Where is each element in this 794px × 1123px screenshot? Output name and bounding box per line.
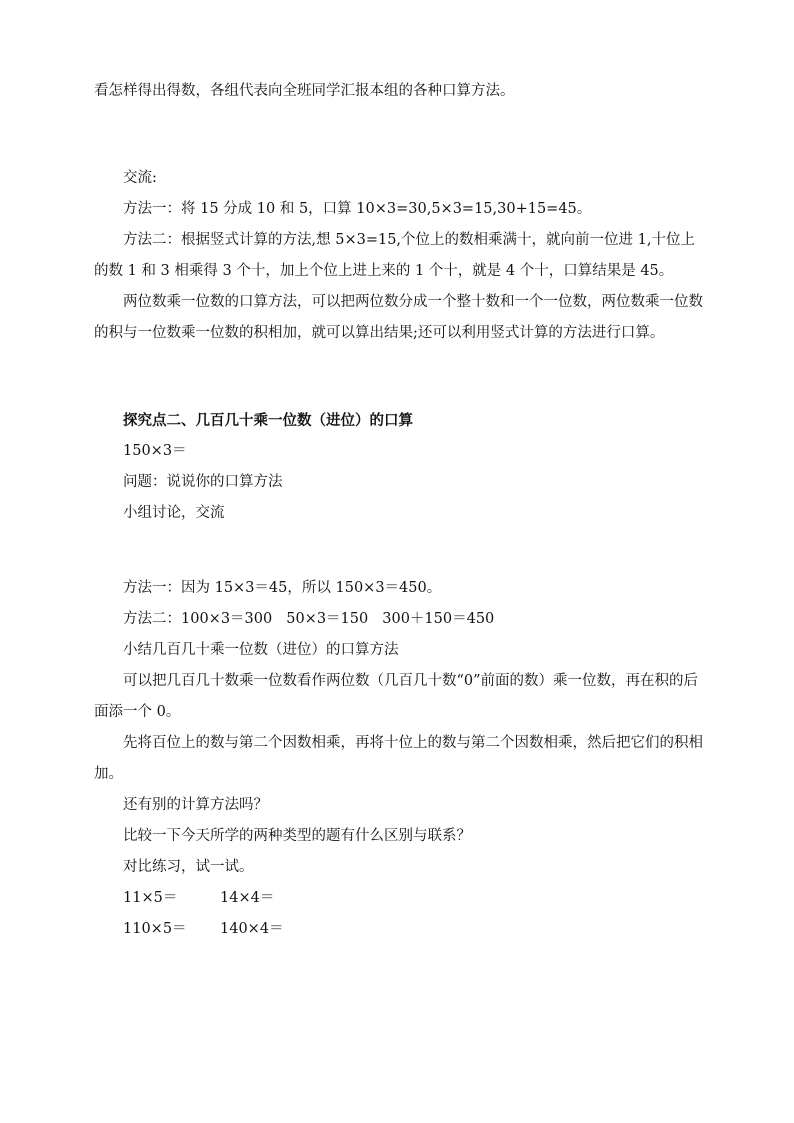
practice-label: 对比练习，试一试。	[123, 859, 254, 875]
compare-question: 比较一下今天所学的两种类型的题有什么区别与联系？	[123, 828, 471, 844]
summary-rule-one: 可以把几百几十数乘一位数看作两位数（几百几十数“0”前面的数）乘一位数，再在积的后面添一个 0。	[94, 673, 699, 720]
method-two-part-c: 300＋150＝450	[382, 611, 495, 627]
summary-two-digit: 两位数乘一位数的口算方法，可以把两位数分成一个整十数和一个一位数，两位数乘一位数的积与一位数乘一位数的积相加，就可以算出结果;还可以利用竖式计算的方法进行口算。	[94, 294, 703, 341]
method-two: 方法二：根据竖式计算的方法,想 5×3=15,个位上的数相乘满十，就向前一位进 1,十位上的数 1 和 3 相乘得 3 个十，加上个位上进上来的 1 个十，就是 4 个十，口算结果是 45。	[94, 232, 695, 279]
spacer	[94, 529, 704, 573]
exchange-label: 交流:	[123, 170, 157, 186]
summary-heading: 小结几百几十乘一位数（进位）的口算方法	[123, 642, 399, 658]
method-two-part-a: 方法二：100×3＝300	[123, 611, 273, 627]
practice-item: 11×5＝	[123, 890, 178, 906]
method-one: 方法一：将 15 分成 10 和 5，口算 10×3=30,5×3=15,30+15=45。	[123, 201, 592, 217]
practice-item: 14×4＝	[220, 890, 275, 906]
method-one-b: 方法一：因为 15×3＝45，所以 150×3＝450。	[123, 580, 442, 596]
spacer	[94, 107, 704, 163]
other-methods-question: 还有别的计算方法吗？	[123, 797, 268, 813]
document-page	[94, 76, 704, 945]
practice-item: 110×5＝	[123, 921, 187, 937]
method-two-part-b: 50×3＝150	[286, 611, 369, 627]
summary-rule-two: 先将百位上的数与第二个因数相乘，再将十位上的数与第二个因数相乘，然后把它们的积相加。	[94, 735, 703, 782]
practice-item: 140×4＝	[220, 921, 284, 937]
paragraph-intro: 看怎样得出得数，各组代表向全班同学汇报本组的各种口算方法。	[94, 83, 515, 99]
spacer	[94, 349, 704, 405]
group-discussion: 小组讨论，交流	[123, 505, 225, 521]
problem-expression: 150×3＝	[123, 443, 187, 459]
method-two-b	[94, 604, 704, 635]
practice-row	[94, 914, 704, 945]
section-heading: 探究点二、几百几十乘一位数（进位）的口算	[123, 412, 413, 429]
practice-row	[94, 883, 704, 914]
question-text: 问题：说说你的口算方法	[123, 474, 283, 490]
